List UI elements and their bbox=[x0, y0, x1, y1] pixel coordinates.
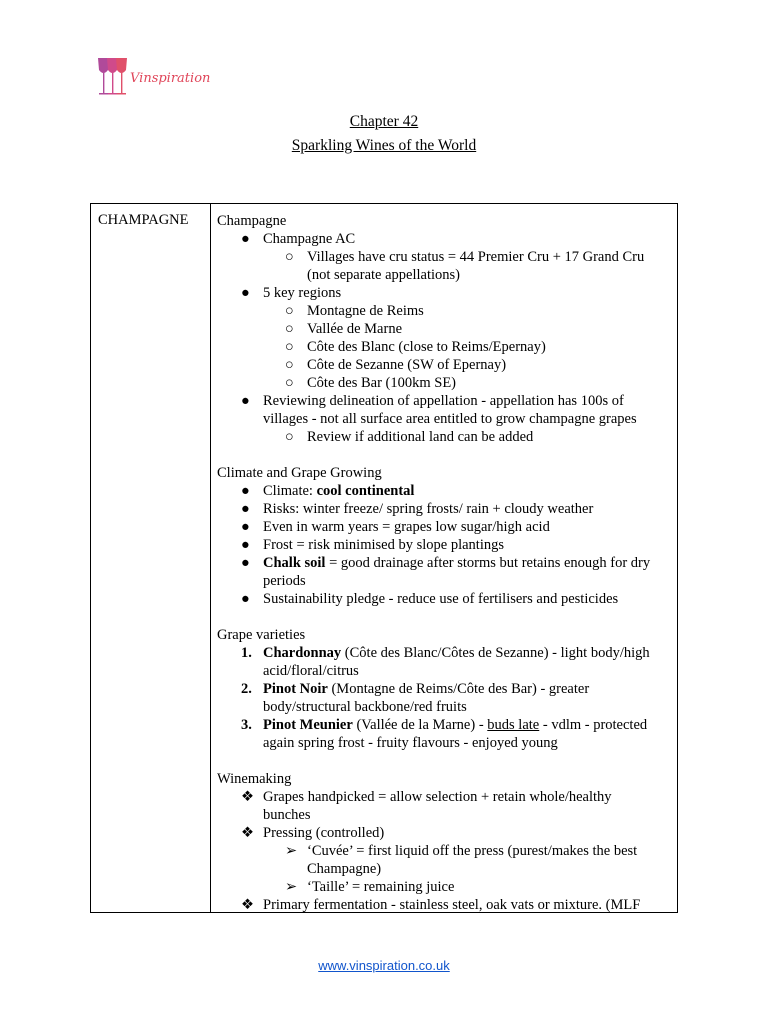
section-heading-winemaking: Winemaking bbox=[217, 771, 292, 787]
list-item: ● Champagne AC bbox=[241, 231, 356, 247]
list-item: ○ Villages have cru status = 44 Premier Cru + 17 Grand Cru bbox=[285, 249, 645, 265]
list-item: ● Chalk soil = good drainage after storms but retains enough for dry bbox=[241, 555, 651, 571]
list-item: ○ Côte des Bar (100km SE) bbox=[285, 375, 457, 391]
arrow-bullet-icon: ➢ bbox=[285, 879, 298, 895]
list-item: ❖ Primary fermentation - stainless steel, oak vats or mixture. (MLF bbox=[241, 897, 641, 913]
list-item: 3. Pinot Meunier (Vallée de la Marne) - buds late - vdlm - protected bbox=[241, 717, 648, 733]
list-item: ● Even in warm years = grapes low sugar/high acid bbox=[241, 519, 550, 535]
notes-cell bbox=[217, 212, 672, 913]
circle-bullet-icon: ○ bbox=[285, 375, 294, 391]
bullet-icon: ● bbox=[241, 537, 250, 553]
bullet-icon: ● bbox=[241, 555, 250, 571]
list-item: ○ Montagne de Reims bbox=[285, 303, 424, 319]
circle-bullet-icon: ○ bbox=[285, 429, 294, 445]
list-item-continuation: again spring frost - fruity flavours - enjoyed young bbox=[263, 735, 558, 751]
circle-bullet-icon: ○ bbox=[285, 321, 294, 337]
page-title: Sparkling Wines of the World bbox=[291, 137, 477, 154]
list-item: ○ Côte de Sezanne (SW of Epernay) bbox=[285, 357, 507, 373]
list-item: ○ Review if additional land can be added bbox=[285, 429, 534, 445]
bullet-icon: ● bbox=[241, 393, 250, 409]
list-item: ❖ Grapes handpicked = allow selection + retain whole/healthy bbox=[241, 789, 612, 805]
list-item: ○ Vallée de Marne bbox=[285, 321, 403, 337]
list-item-continuation: Champagne) bbox=[307, 861, 382, 877]
arrow-bullet-icon: ➢ bbox=[285, 843, 298, 859]
list-item-continuation: bunches bbox=[263, 807, 311, 823]
bullet-icon: ● bbox=[241, 285, 250, 301]
list-item: 2. Pinot Noir (Montagne de Reims/Côte des Bar) - greater bbox=[241, 681, 590, 697]
bullet-icon: ● bbox=[241, 483, 250, 499]
list-item-continuation: (not separate appellations) bbox=[307, 267, 460, 283]
diamond-bullet-icon: ❖ bbox=[241, 789, 254, 805]
list-item: ● Climate: cool continental bbox=[241, 483, 415, 499]
list-item: ● Reviewing delineation of appellation - appellation has 100s of bbox=[241, 393, 624, 409]
circle-bullet-icon: ○ bbox=[285, 249, 294, 265]
logo-text: Vinspiration bbox=[130, 71, 211, 86]
section-heading-grapes: Grape varieties bbox=[217, 627, 306, 643]
bullet-icon: ● bbox=[241, 591, 250, 607]
list-item: ● Sustainability pledge - reduce use of fertilisers and pesticides bbox=[241, 591, 619, 607]
wine-glasses-icon bbox=[96, 56, 130, 100]
section-heading-champagne: Champagne bbox=[217, 213, 287, 229]
vinspiration-logo bbox=[96, 56, 216, 100]
list-item-continuation: villages - not all surface area entitled to grow champagne grapes bbox=[263, 411, 637, 427]
diamond-bullet-icon: ❖ bbox=[241, 825, 254, 841]
website-link[interactable]: www.vinspiration.co.uk bbox=[318, 958, 450, 973]
circle-bullet-icon: ○ bbox=[285, 339, 294, 355]
diamond-bullet-icon: ❖ bbox=[241, 897, 254, 913]
section-heading-climate: Climate and Grape Growing bbox=[217, 465, 382, 481]
bullet-icon: ● bbox=[241, 501, 250, 517]
list-item: 1. Chardonnay (Côte des Blanc/Côtes de Sezanne) - light body/high bbox=[241, 645, 650, 661]
circle-bullet-icon: ○ bbox=[285, 303, 294, 319]
list-item: ● Risks: winter freeze/ spring frosts/ rain + cloudy weather bbox=[241, 501, 594, 517]
bullet-icon: ● bbox=[241, 231, 250, 247]
list-item: ➢ ‘Cuvée’ = first liquid off the press (purest/makes the best bbox=[285, 843, 638, 859]
list-item-continuation: acid/floral/citrus bbox=[263, 663, 359, 679]
list-item-continuation: periods bbox=[263, 573, 306, 589]
notes-table bbox=[90, 203, 678, 913]
list-item: ❖ Pressing (controlled) bbox=[241, 825, 385, 841]
list-item: ● Frost = risk minimised by slope plantings bbox=[241, 537, 504, 553]
list-item-continuation: body/structural backbone/red fruits bbox=[263, 699, 467, 715]
column-divider bbox=[210, 204, 211, 912]
chapter-heading: Chapter 42 bbox=[349, 113, 419, 130]
list-item: ○ Côte des Blanc (close to Reims/Epernay) bbox=[285, 339, 546, 355]
circle-bullet-icon: ○ bbox=[285, 357, 294, 373]
region-label: CHAMPAGNE bbox=[98, 212, 189, 228]
bullet-icon: ● bbox=[241, 519, 250, 535]
list-item: ● 5 key regions bbox=[241, 285, 342, 301]
list-item: ➢ ‘Taille’ = remaining juice bbox=[285, 879, 455, 895]
